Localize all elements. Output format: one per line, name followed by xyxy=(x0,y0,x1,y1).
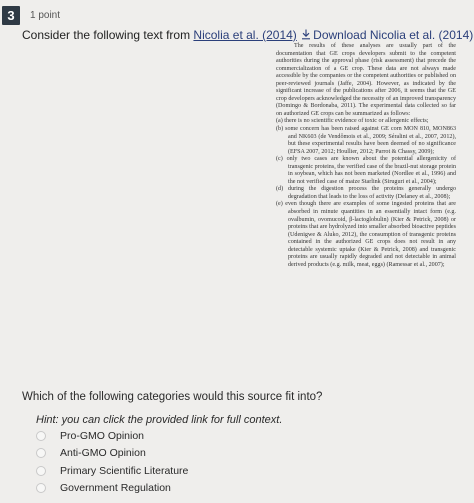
question-number-badge: 3 xyxy=(2,6,20,25)
question-prompt xyxy=(22,28,473,42)
option-pro-gmo[interactable] xyxy=(36,427,188,445)
answer-options xyxy=(36,427,188,497)
option-label: Pro-GMO Opinion xyxy=(60,429,145,442)
option-label: Anti-GMO Opinion xyxy=(60,447,146,460)
excerpt-point-c: (c) only two cases are known about the potential allergenicity of transgenic proteins, the verified case of the brazil-nut storage protein in soybean, which has not been marketed (Nordlee et al., 1996) and the not verified case of maize Starlink (Siruguri et al., 2004); xyxy=(276,156,456,185)
option-primary-scientific-literature[interactable] xyxy=(36,462,188,480)
excerpt-intro: The results of these analyses are usually part of the documentation that GE crops developers submit to the competent authorities during the approval phase (risk assessment) that precede the commercialization of a GE crop. These data are not always made accessible by the companies or the competent authorities or published on peer-reviewed journals (Jaffe, 2004). However, as indicated by the significant increase of the publications after 2006, it seems that the GE crop developers acknowledged the necessity of an improved transparency (Domingo & Bordonaba, 2011). The experimental data collected so far on authorized GE crops can be summarized as follows: xyxy=(276,43,456,117)
excerpt-point-a: (a) there is no scientific evidence of toxic or allergenic effects; xyxy=(276,118,429,125)
radio-icon[interactable] xyxy=(36,448,46,458)
radio-icon[interactable] xyxy=(36,431,46,441)
question-hint: Hint: you can click the provided link for full context. xyxy=(36,414,283,426)
option-label: Government Regulation xyxy=(60,482,171,495)
option-anti-gmo[interactable] xyxy=(36,445,188,463)
option-government-regulation[interactable] xyxy=(36,480,188,498)
question-header xyxy=(0,0,474,26)
prompt-text: Consider the following text from xyxy=(22,28,191,42)
excerpt-point-b: (b) some concern has been raised against GE corn MON 810, MON863 and NK603 (de Vendômois et al., 2009; Séralini et al., 2007, 2012), but these experimental results have been deemed of no significance (EFSA 2007, 2012; Houllier, 2012; Parrot & Chassy, 2009); xyxy=(276,126,456,155)
radio-icon[interactable] xyxy=(36,483,46,493)
radio-icon[interactable] xyxy=(36,466,46,476)
question-ask: Which of the following categories would this source fit into? xyxy=(22,391,323,403)
option-label: Primary Scientific Literature xyxy=(60,464,189,477)
excerpt-point-e: (e) even though there are examples of some ingested proteins that are absorbed in minute quantities in an essentially intact form (e.g. ovalbumin, ovomucoid, β-lactoglobulin) (Kier & Petrick, 2008) or proteins that are hydrolyzed into smaller absorbed bioactive peptides (Udenigwe & Aluko, 2012), the consumption of transgenic proteins contained in the authorized GE crops does not result in any detectable systemic uptake (Kier & Petrick, 2008) and transgenic proteins are usually rapidly degraded and not detectable in animal derived products (e.g. milk, meat, eggs) (Ramessar et al., 2007); xyxy=(276,201,456,268)
source-excerpt xyxy=(276,43,456,269)
download-link[interactable]: Download Nicolia et al. (2014) xyxy=(313,28,474,42)
download-icon[interactable] xyxy=(301,29,311,40)
question-points: 1 point xyxy=(30,10,61,21)
excerpt-point-d: (d) during the digestion process the proteins generally undergo degradation that leads to the loss of activity (Delaney et al., 2008); xyxy=(276,186,456,200)
excerpt-points xyxy=(276,118,456,269)
source-link[interactable]: Nicolia et al. (2014) xyxy=(193,28,297,42)
